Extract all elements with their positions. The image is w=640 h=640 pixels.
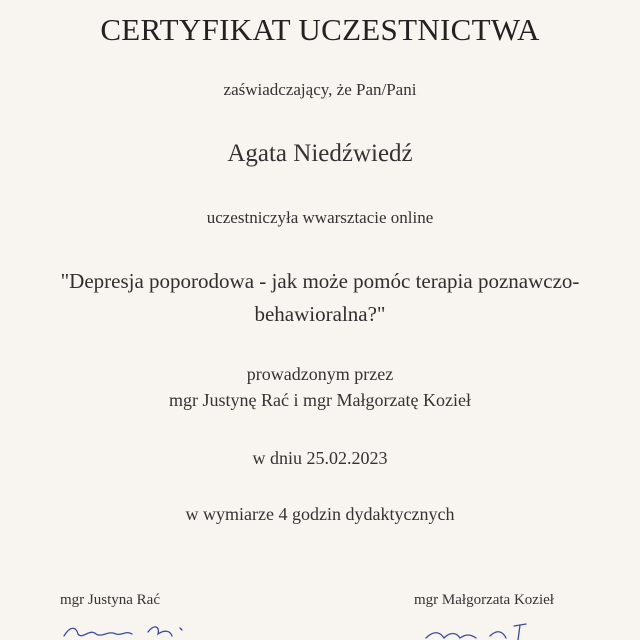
workshop-topic: "Depresja poporodowa - jak może pomóc terapia poznawczo-behawioralna?"	[60, 269, 580, 326]
certificate-intro: zaświadczający, że Pan/Pani	[223, 80, 417, 99]
signature-left-handwriting	[60, 622, 200, 640]
workshop-date: w dniu 25.02.2023	[252, 448, 388, 468]
signature-right-handwriting	[420, 622, 560, 640]
participant-name: Agata Niedźwiedź	[227, 140, 413, 167]
workshop-hours: w wymiarze 4 godzin dydaktycznych	[185, 504, 455, 524]
signatory-right-name: mgr Małgorzata Kozieł	[414, 592, 554, 608]
led-by-label: prowadzonym przez	[246, 364, 394, 384]
workshop-leaders: mgr Justynę Rać i mgr Małgorzatę Kozieł	[169, 390, 471, 410]
certificate-title: CERTYFIKAT UCZESTNICTWA	[100, 12, 540, 47]
participation-text: uczestniczyła wwarsztacie online	[206, 208, 434, 227]
signatory-left-name: mgr Justyna Rać	[60, 592, 160, 608]
